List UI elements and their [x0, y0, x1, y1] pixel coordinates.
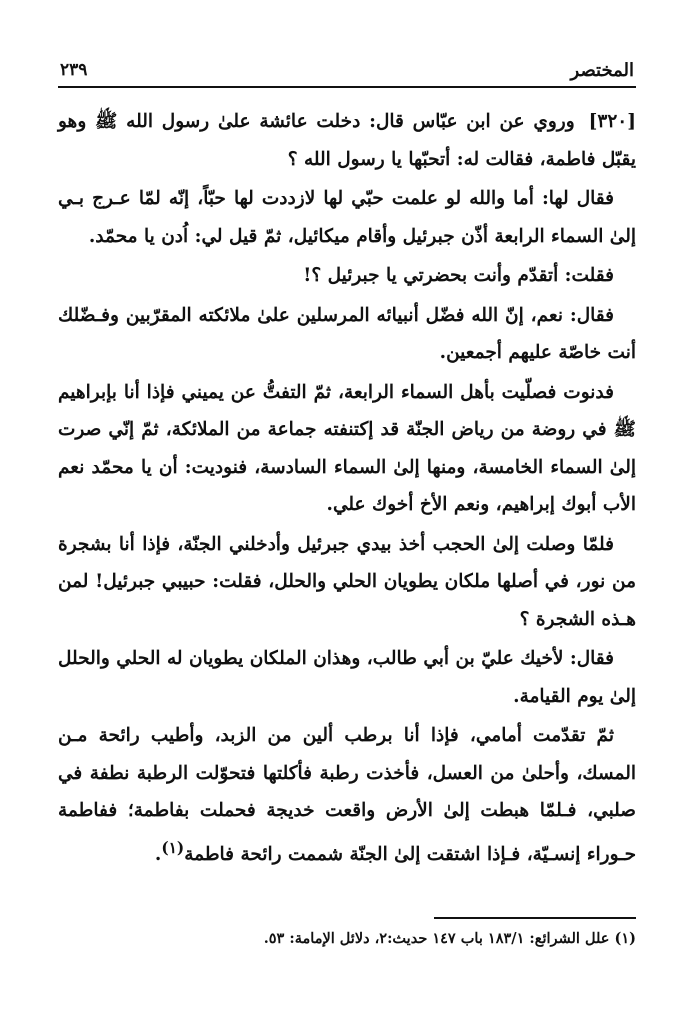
paragraph: فدنوت فصلّيت بأهل السماء الرابعة، ثمّ التفتُّ عن يميني فإذا أنا بإبراهيم ﷺ في روضة من رياض الجنّة قد إكتنفته جماعة من الملائكة، ثمّ إنّي صرت إلىٰ السماء الخامسة، ومنها إلىٰ السماء السادسة، فنوديت: أن يا محمّد نعم الأب أبوك إبراهيم، ونعم الأخ أخوك علي. [58, 381, 636, 515]
paragraph: فقلت: أتقدّم وأنت بحضرتي يا جبرئيل ؟! [303, 265, 614, 286]
footnote-reference[interactable]: (١) [161, 838, 185, 857]
paragraph [58, 717, 636, 873]
paragraph [58, 103, 636, 178]
page-number: ٢٣٩ [60, 60, 88, 80]
header-rule [58, 86, 636, 88]
footnote-rule [434, 917, 636, 919]
running-header-title: المختصر [570, 60, 634, 81]
paragraph-end: . [154, 843, 162, 865]
paragraph-text: وروي عن ابن عبّاس قال: دخلت عائشة علىٰ رسول الله ﷺ وهو يقبّل فاطمة، فقالت له: أتحبّها يا رسول الله ؟ [58, 111, 636, 170]
paragraph-text: ثمّ تقدّمت أمامي، فإذا أنا برطب ألين من الزبد، وأطيب رائحة مـن المسك، وأحلىٰ من العسل، فأخذت رطبة فأكلتها فتحوّلت الرطبة نطفة في صلبي، فـلمّا هبطت إلىٰ الأرض واقعت خديجة فحملت بفاطمة؛ ففاطمة حـوراء إنسـيّة، فـإذا اشتقت إلىٰ الجنّة شممت رائحة فاطمة [58, 725, 636, 865]
paragraph: فقال: نعم، إنّ الله فضّل أنبيائه المرسلين علىٰ ملائكته المقرّبين وفـضّلك أنت خاصّة عليهم أجمعين. [58, 304, 636, 363]
footnote: (١) علل الشرائع: ١٨٣/١ باب ١٤٧ حديث:٢، دلائل الإمامة: ٥٣. [263, 930, 636, 947]
paragraph: فقال: لأخيك عليّ بن أبي طالب، وهذان الملكان يطويان له الحلي والحلل إلىٰ يوم القيامة. [58, 648, 636, 707]
hadith-number: [٣٢٠] [588, 111, 636, 132]
paragraph: فقال لها: أما والله لو علمت حبّي لها لازددت لها حبّاً، إنّه لمّا عـرج بـي إلىٰ السماء الرابعة أذّن جبرئيل وأقام ميكائيل، ثمّ قيل لي: اُدن يا محمّد. [58, 188, 636, 247]
main-text [58, 103, 636, 875]
paragraph: فلمّا وصلت إلىٰ الحجب أخذ بيدي جبرئيل وأدخلني الجنّة، فإذا أنا بشجرة من نور، في أصلها ملكان يطويان الحلي والحلل، فقلت: حبيبي جبرئيل! لمن هـذه الشجرة ؟ [58, 533, 636, 630]
